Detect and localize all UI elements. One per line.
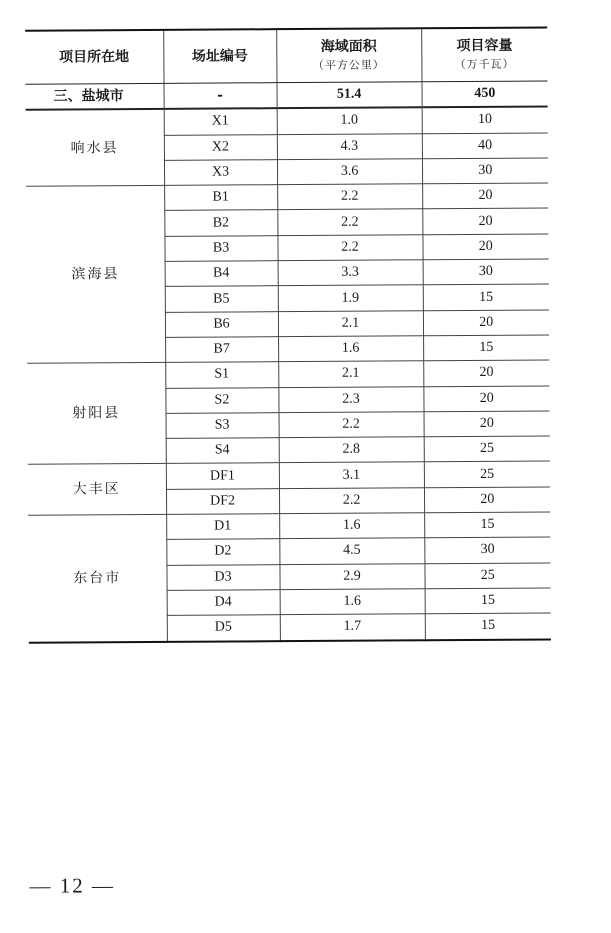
area-cell: 1.9 <box>278 285 423 311</box>
capacity-cell: 15 <box>425 588 551 614</box>
site-id-cell: D5 <box>167 615 280 641</box>
site-id-cell: B6 <box>165 311 278 337</box>
area-cell: 4.5 <box>279 538 424 564</box>
district-cell: 东台市 <box>28 514 167 642</box>
header-capacity-label: 项目容量 <box>456 37 513 54</box>
site-id-cell: S2 <box>165 387 278 413</box>
site-id-cell: D2 <box>166 539 279 565</box>
area-cell: 2.2 <box>277 209 422 235</box>
area-cell: 2.1 <box>278 361 423 387</box>
district-cell: 大丰区 <box>28 464 166 515</box>
site-id-cell: X2 <box>164 134 277 160</box>
area-cell: 2.2 <box>279 488 424 514</box>
site-table <box>25 27 551 644</box>
table-row <box>28 512 550 540</box>
capacity-cell: 15 <box>424 512 550 538</box>
area-cell: 1.0 <box>277 108 422 135</box>
capacity-cell: 40 <box>422 133 548 159</box>
capacity-cell: 30 <box>424 537 550 563</box>
site-id-cell: B2 <box>164 210 277 236</box>
district-cell: 滨海县 <box>26 186 165 364</box>
capacity-cell: 25 <box>424 563 550 589</box>
table-row <box>27 360 549 388</box>
capacity-cell: 20 <box>423 386 549 412</box>
capacity-cell: 20 <box>422 234 548 260</box>
area-cell: 2.2 <box>279 412 424 438</box>
area-cell: 2.1 <box>278 310 423 336</box>
table-row <box>26 183 548 211</box>
site-id-cell: DF2 <box>166 488 279 514</box>
area-cell: 1.6 <box>278 336 423 362</box>
area-cell: 1.6 <box>279 513 424 539</box>
page-number: — 12 — <box>29 873 115 898</box>
site-id-cell: DF1 <box>166 463 279 489</box>
header-capacity-unit: （万千瓦） <box>454 57 515 71</box>
area-cell: 3.3 <box>278 260 423 286</box>
area-cell: 3.6 <box>277 159 422 185</box>
capacity-cell: 10 <box>422 107 548 134</box>
capacity-cell: 15 <box>423 335 549 361</box>
site-id-cell: D3 <box>166 564 279 590</box>
area-cell: 2.9 <box>279 563 424 589</box>
table-row <box>28 461 550 489</box>
header-area <box>276 28 421 82</box>
summary-capacity: 450 <box>422 81 548 108</box>
capacity-cell: 30 <box>422 158 548 184</box>
area-cell: 2.8 <box>279 437 424 463</box>
district-cell: 射阳县 <box>27 363 166 465</box>
capacity-cell: 20 <box>423 360 549 386</box>
area-cell: 3.1 <box>279 462 424 488</box>
site-id-cell: S4 <box>166 438 279 464</box>
summary-location: 三、盐城市 <box>26 83 164 110</box>
area-cell: 1.6 <box>280 589 425 615</box>
capacity-cell: 20 <box>422 183 548 209</box>
capacity-cell: 30 <box>423 259 549 285</box>
table-row <box>26 107 548 136</box>
table-header-row <box>25 28 547 85</box>
site-id-cell: D4 <box>167 590 280 616</box>
capacity-cell: 20 <box>423 310 549 336</box>
summary-area: 51.4 <box>277 82 422 109</box>
header-area-label: 海域面积 <box>320 38 377 55</box>
summary-row <box>26 81 548 110</box>
area-cell: 4.3 <box>277 133 422 159</box>
capacity-cell: 15 <box>423 284 549 310</box>
capacity-cell: 20 <box>424 411 550 437</box>
header-site-id: 场址编号 <box>163 29 276 83</box>
site-id-cell: D1 <box>166 514 279 540</box>
capacity-cell: 20 <box>424 487 550 513</box>
header-capacity <box>421 28 547 82</box>
capacity-cell: 20 <box>422 209 548 235</box>
site-id-cell: S3 <box>166 413 279 439</box>
area-cell: 2.2 <box>277 184 422 210</box>
site-id-cell: B5 <box>165 286 278 312</box>
area-cell: 1.7 <box>280 614 425 641</box>
header-area-unit: （平方公里） <box>312 58 385 72</box>
capacity-cell: 25 <box>424 436 550 462</box>
site-id-cell: X1 <box>164 108 277 134</box>
site-id-cell: B3 <box>164 235 277 261</box>
area-cell: 2.3 <box>278 386 423 412</box>
site-id-cell: B1 <box>164 185 277 211</box>
site-id-cell: B7 <box>165 337 278 363</box>
district-cell: 响水县 <box>26 109 164 186</box>
table-body <box>26 81 551 642</box>
area-cell: 2.2 <box>277 235 422 261</box>
site-id-cell: X3 <box>164 160 277 186</box>
capacity-cell: 15 <box>425 613 551 640</box>
capacity-cell: 25 <box>424 461 550 487</box>
summary-site-id: - <box>164 83 277 109</box>
header-location: 项目所在地 <box>25 30 163 84</box>
site-id-cell: S1 <box>165 362 278 388</box>
site-id-cell: B4 <box>165 261 278 287</box>
